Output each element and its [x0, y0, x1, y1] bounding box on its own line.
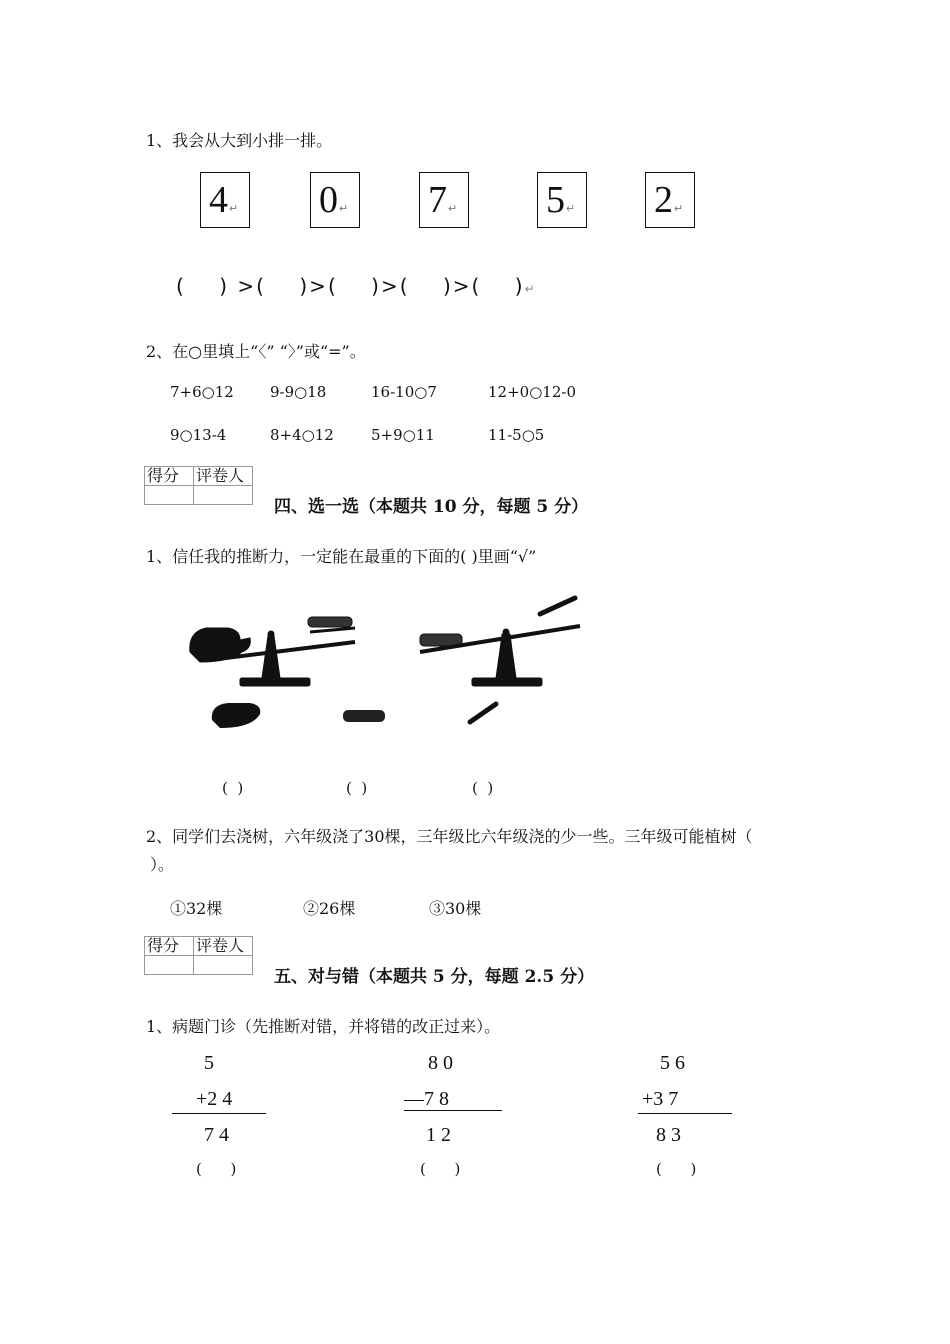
scale-base-icon — [472, 678, 542, 686]
bag-icon — [212, 703, 260, 728]
digit-card-value: 5 — [546, 179, 565, 221]
score-cell[interactable] — [145, 956, 194, 975]
result: 7 4 — [204, 1124, 229, 1146]
return-mark-icon: ↵ — [339, 203, 349, 215]
question-correct-text: 1、病题门诊（先推断对错，并将错的改正过来）。 — [146, 1017, 501, 1036]
answer-paren[interactable]: ( ) — [472, 779, 494, 797]
score-label: 得分 — [145, 467, 194, 486]
grader-label: 评卷人 — [194, 467, 253, 486]
answer-paren[interactable]: ( ) — [656, 1160, 697, 1178]
score-table — [144, 466, 253, 505]
digit-card — [200, 172, 250, 228]
score-table — [144, 936, 253, 975]
grader-label: 评卷人 — [194, 937, 253, 956]
operation-line: —7 8 — [404, 1088, 449, 1110]
scale-base-icon — [240, 678, 310, 686]
result: 8 3 — [656, 1124, 681, 1146]
operation-line: +3 7 — [642, 1088, 679, 1110]
digit-card-value: 2 — [654, 179, 673, 221]
question-trees-text: 2、同学们去浇树，六年级浇了30棵，三年级比六年级浇的少一些。三年级可能植树（ — [146, 827, 753, 846]
grader-cell[interactable] — [194, 956, 253, 975]
ordering-blanks — [176, 274, 537, 298]
score-label: 得分 — [145, 937, 194, 956]
score-cell[interactable] — [145, 486, 194, 505]
stick-weight-icon — [470, 704, 496, 722]
left-balance-icon — [190, 617, 355, 686]
digit-card — [419, 172, 469, 228]
digit-card — [537, 172, 587, 228]
return-mark-icon: ↵ — [229, 203, 239, 215]
choice-option[interactable]: ②26棵 — [303, 899, 356, 918]
question-trees-text-cont: ）。 — [150, 855, 175, 874]
digit-card — [310, 172, 360, 228]
digit-card-value: 0 — [319, 179, 338, 221]
result: 1 2 — [426, 1124, 451, 1146]
ordering-text: ( ) >( )>( )>( )>( ) — [176, 274, 525, 298]
compare-item: 8+4○12 — [270, 426, 334, 444]
return-mark-icon: ↵ — [566, 203, 576, 215]
answer-paren[interactable]: ( ) — [196, 1160, 237, 1178]
operation-line: +2 4 — [196, 1088, 233, 1110]
digit-card — [645, 172, 695, 228]
answer-paren[interactable]: ( ) — [420, 1160, 461, 1178]
question-order-text: 1、我会从大到小排一排。 — [146, 131, 333, 150]
compare-item: 9○13-4 — [170, 426, 227, 444]
choice-option[interactable]: ①32棵 — [170, 899, 223, 918]
answer-paren[interactable]: ( ) — [222, 779, 244, 797]
compare-item: 16-10○7 — [371, 383, 437, 401]
balance-scale-illustration — [180, 590, 600, 740]
section-title: 四、选一选（本题共 10 分，每题 5 分） — [274, 497, 589, 517]
compare-item: 11-5○5 — [488, 426, 545, 444]
choice-option[interactable]: ③30棵 — [429, 899, 482, 918]
stick-weight-icon — [540, 598, 575, 614]
digit-card-value: 7 — [428, 179, 447, 221]
bar-weight-icon — [343, 710, 385, 722]
scale-stand-icon — [262, 636, 280, 678]
section-title: 五、对与错（本题共 5 分，每题 2.5 分） — [274, 967, 595, 987]
compare-item: 5+9○11 — [371, 426, 435, 444]
return-mark-icon: ↵ — [524, 282, 537, 296]
compare-item: 7+6○12 — [170, 383, 234, 401]
sum-rule — [404, 1110, 502, 1111]
grader-cell[interactable] — [194, 486, 253, 505]
sum-rule — [172, 1113, 266, 1114]
return-mark-icon: ↵ — [674, 203, 684, 215]
digit-card-value: 4 — [209, 179, 228, 221]
sum-rule — [638, 1113, 732, 1114]
question-compare-text: 2、在○里填上“〈” “〉”或“=”。 — [146, 342, 366, 361]
addend-top: 8 0 — [428, 1052, 453, 1074]
return-mark-icon: ↵ — [448, 203, 458, 215]
question-balance-text: 1、信任我的推断力，一定能在最重的下面的( )里画“√” — [146, 547, 537, 566]
compare-item: 9-9○18 — [270, 383, 327, 401]
right-balance-icon — [420, 598, 580, 686]
answer-paren[interactable]: ( ) — [346, 779, 368, 797]
addend-top: 5 6 — [660, 1052, 685, 1074]
addend-top: 5 — [204, 1052, 214, 1074]
bar-weight-icon — [308, 617, 352, 627]
compare-item: 12+0○12-0 — [488, 383, 576, 401]
